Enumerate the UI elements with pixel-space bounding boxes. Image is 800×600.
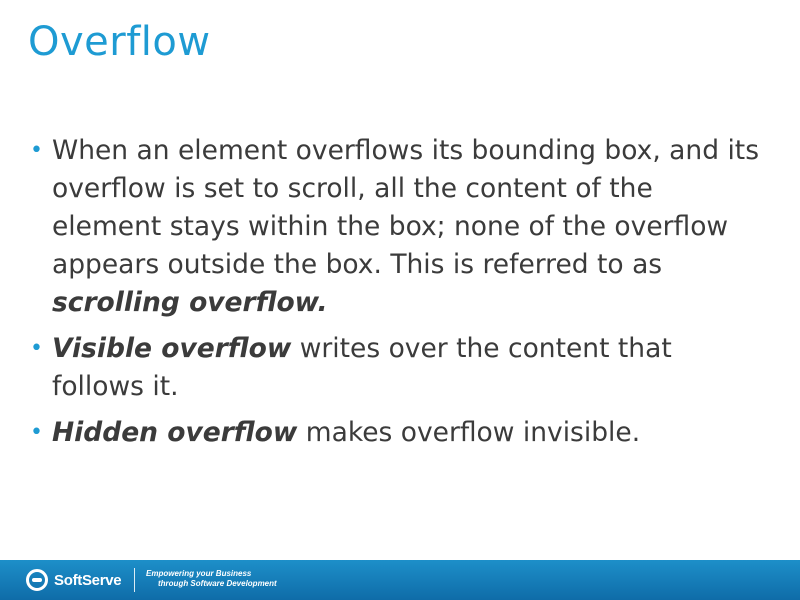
- bullet-dot-icon: •: [30, 420, 43, 445]
- bullet-text: writes over the content that follows it.: [52, 333, 672, 402]
- bullet-list: [30, 132, 770, 460]
- tagline-line-1: Empowering your Business: [146, 569, 252, 578]
- bullet-text: When an element overflows its bounding box, and its overflow is set to scroll, all the content of the element stays within the box; none of the overflow appears outside the box. This is referred to as: [52, 135, 759, 280]
- tagline-line-2: through Software Development: [158, 579, 277, 588]
- footer-tagline: [146, 569, 277, 589]
- bullet-emphasis: Visible overflow: [52, 333, 292, 364]
- footer-bar: [0, 560, 800, 600]
- bullet-dot-icon: •: [30, 336, 43, 361]
- logo-text: SoftServe: [54, 571, 122, 589]
- softserve-logo-icon: [26, 569, 48, 591]
- bullet-item: [30, 414, 770, 452]
- slide-title: Overflow: [28, 19, 211, 65]
- bullet-text: makes overflow invisible.: [297, 417, 641, 448]
- bullet-item: [30, 132, 770, 322]
- bullet-dot-icon: •: [30, 138, 43, 163]
- footer-divider: [134, 568, 135, 592]
- softserve-logo: [26, 567, 121, 593]
- bullet-item: [30, 330, 770, 406]
- bullet-emphasis: scrolling overflow.: [52, 287, 328, 318]
- bullet-emphasis: Hidden overflow: [52, 417, 298, 448]
